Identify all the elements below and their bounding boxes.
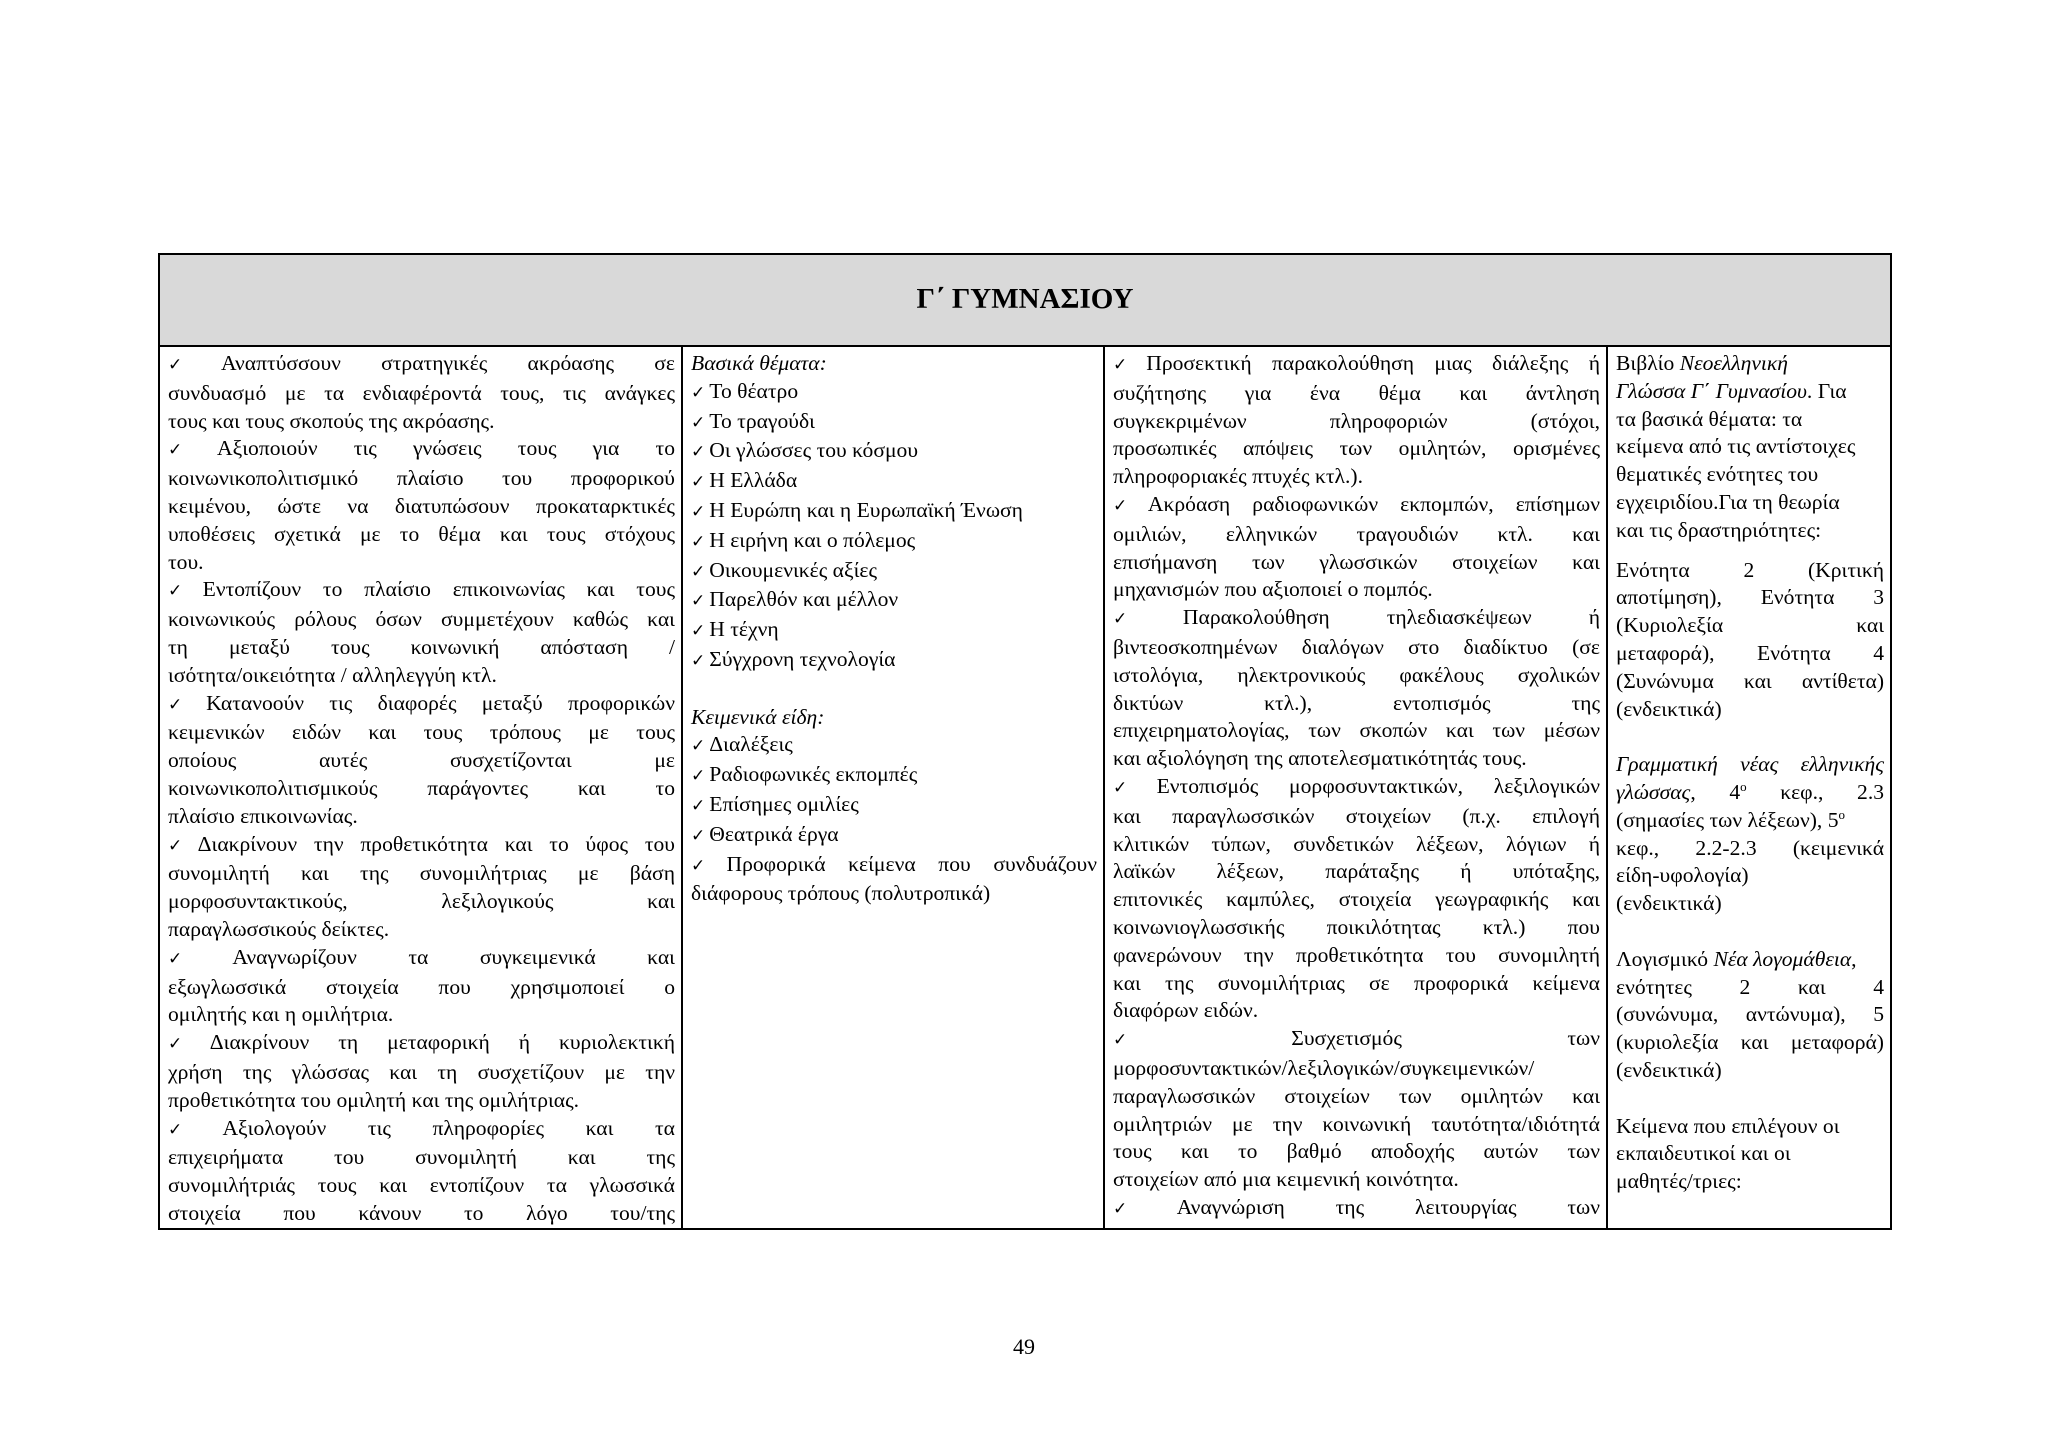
text-line: κειμενικών ειδών και τους τρόπους με τους [168, 720, 675, 745]
material-line: Γραμματική νέας ελληνικής [1616, 752, 1885, 777]
text-line: διαφόρων ειδών. [1113, 998, 1259, 1023]
curriculum-table [158, 253, 1892, 1230]
check-icon: ✓ [1113, 1030, 1288, 1051]
material-line: εγχειριδίου.Για τη θεωρία [1616, 489, 1840, 514]
list-item: ✓ Η τέχνη [691, 617, 779, 642]
text-line: επιχειρηματολογίας, των σκοπών και των μέσων [1113, 718, 1600, 743]
text-line: συγκεκριμένων πληροφοριών (στόχοι, [1113, 408, 1600, 433]
text-line: λαϊκών λέξεων, παράταξης ή υπόταξης, [1113, 859, 1600, 884]
genres-title: Κειμενικά είδη: [691, 704, 825, 729]
text-line: υποθέσεις σχετικά με το θέμα και τους στόχους [168, 521, 675, 546]
list-item: ✓ Η Ευρώπη και η Ευρωπαϊκή Ένωση [691, 497, 1023, 522]
text-line: και παραγλωσσικών στοιχείων (π.χ. επιλογή [1113, 803, 1600, 828]
material-line: (ενδεικτικά) [1616, 1057, 1722, 1082]
column-activities [1104, 346, 1607, 1229]
column-goals [159, 346, 682, 1229]
text-line: ✓ Αναγνώριση της λειτουργίας των [1113, 1194, 1600, 1219]
text-line: οποίους αυτές συσχετίζονται με [168, 748, 675, 773]
material-line: εκπαιδευτικοί και οι [1616, 1141, 1791, 1166]
material-line: θεματικές ενότητες του [1616, 462, 1819, 487]
check-icon: ✓ [691, 795, 706, 816]
text-line: συζήτησης για ένα θέμα και άντληση [1113, 380, 1600, 405]
text-line: ομιλητής και η ομιλήτρια. [168, 1002, 394, 1027]
text-line: μηχανισμών που αξιοποιεί ο πομπός. [1113, 577, 1433, 602]
themes-genres [683, 347, 1103, 908]
text-line: ιστολόγια, ηλεκτρονικούς φακέλους σχολικών [1113, 662, 1600, 687]
material-line: κείμενα από τις αντίστοιχες [1616, 434, 1856, 459]
text-line: κοινωνιογλωσσικής ποικιλότητας κτλ.) που [1113, 914, 1600, 939]
text-line: ✓ Διακρίνουν την προθετικότητα και το ύφος του [168, 831, 675, 856]
check-icon: ✓ [691, 825, 706, 846]
check-icon: ✓ [691, 766, 706, 787]
check-icon: ✓ [691, 382, 706, 403]
check-icon: ✓ [1113, 355, 1143, 375]
text-line: επιτονικές καμπύλες, στοιχεία γεωγραφικής και [1113, 887, 1600, 912]
genres-item-continued: διάφορους τρόπους (πολυτροπικά) [691, 881, 991, 906]
text-line: πληροφοριακές πτυχές κτλ.). [1113, 464, 1363, 489]
text-line: επιχειρήματα του συνομιλητή και της [168, 1145, 675, 1170]
material-line: και τις δραστηριότητες: [1616, 517, 1822, 542]
text-line: κοινωνικοπολιτισμικούς παράγοντες και το [168, 775, 675, 800]
text-line: ✓ Διακρίνουν τη μεταφορική ή κυριολεκτική [168, 1030, 675, 1055]
themes-title: Βασικά θέματα: [691, 351, 827, 375]
list-item: ✓ Οικουμενικές αξίες [691, 557, 878, 582]
material-line: είδη-υφολογία) [1616, 863, 1749, 888]
text-line: ✓ Ακρόαση ραδιοφωνικών εκπομπών, επίσημων [1113, 491, 1600, 516]
check-icon: ✓ [691, 561, 706, 582]
check-icon: ✓ [691, 531, 706, 552]
list-item: ✓ Θεατρικά έργα [691, 821, 839, 846]
table-header [159, 254, 1891, 346]
material-line: (ενδεικτικά) [1616, 891, 1722, 916]
text-line: βιντεοσκοπημένων διαλόγων στο διαδίκτυο (σε [1113, 634, 1600, 659]
check-icon: ✓ [691, 621, 706, 642]
text-line: ομιλητριών με την κοινωνική ταυτότητα/ιδιότητά [1113, 1111, 1600, 1136]
check-icon: ✓ [691, 855, 723, 876]
text-line: μορφοσυντακτικών/λεξιλογικών/συγκειμενικών/ [1113, 1055, 1535, 1080]
check-icon: ✓ [691, 591, 706, 612]
list-item: ✓ Η Ελλάδα [691, 468, 798, 493]
text-line: κλιτικών τύπων, συνδετικών λέξεων, λόγιων ή [1113, 831, 1600, 856]
material-line: (κυριολεξία και μεταφορά) [1616, 1030, 1885, 1055]
check-icon: ✓ [691, 412, 706, 433]
text-line: τους και τους σκοπούς της ακρόασης. [168, 408, 495, 433]
text-line: συνομιλητή και της συνομιλήτριας με βάση [168, 861, 675, 886]
text-line: προθετικότητα του ομιλητή και της ομιλήτριας. [168, 1087, 580, 1112]
material-line: μεταφορά), Ενότητα 4 [1616, 640, 1885, 665]
text-line: ισότητα/οικειότητα / αλληλεγγύη κτλ. [168, 662, 497, 687]
page-number: 49 [1013, 1334, 1035, 1359]
check-icon: ✓ [1113, 1198, 1173, 1219]
check-icon: ✓ [691, 442, 706, 463]
text-line: εξωγλωσσικά στοιχεία που χρησιμοποιεί ο [168, 974, 675, 999]
text-line: φανερώνουν την προθετικότητα του συνομιλητή [1113, 942, 1600, 967]
text-line: του. [168, 549, 204, 574]
text-line: ✓ Προσεκτική παρακολούθηση μιας διάλεξης ή [1113, 351, 1600, 375]
text-line: ομιλιών, ελληνικών τραγουδιών κτλ. και [1113, 521, 1600, 546]
text-line: στοιχεία που κάνουν το λόγο του/της [168, 1200, 675, 1225]
text-line: τη μεταξύ τους κοινωνική απόσταση / [168, 634, 675, 659]
check-icon: ✓ [168, 355, 218, 375]
material-line: τα βασικά θέματα: τα [1616, 406, 1803, 431]
check-icon: ✓ [691, 472, 706, 493]
text-line: ✓ Αξιολογούν τις πληροφορίες και τα [168, 1115, 675, 1140]
check-icon: ✓ [168, 694, 203, 715]
check-icon: ✓ [1113, 495, 1144, 516]
text-line: συνδυασμό με τα ενδιαφέροντά τους, τις ανάγκες [168, 380, 675, 405]
text-line: πλαίσιο επικοινωνίας. [168, 803, 358, 828]
genres-item: ✓ Προφορικά κείμενα που συνδυάζουν [691, 851, 1097, 876]
text-line: τους και το βαθμό αποδοχής αυτών των [1113, 1139, 1600, 1164]
list-item: ✓ Διαλέξεις [691, 732, 793, 757]
check-icon: ✓ [168, 835, 194, 856]
material-line: Λογισμικό Νέα λογομάθεια, [1616, 946, 1857, 971]
text-line: μορφοσυντακτικούς, λεξιλογικούς και [168, 889, 675, 914]
material-line: (Κυριολεξία και [1616, 613, 1885, 638]
material-line: αποτίμηση), Ενότητα 3 [1616, 585, 1885, 610]
text-line: ✓ Κατανοούν τις διαφορές μεταξύ προφορικών [168, 690, 675, 715]
text-line: ✓ Αναπτύσσουν στρατηγικές ακρόασης σε [168, 351, 675, 375]
material-line: ενότητες 2 και 4 [1616, 974, 1885, 999]
material-line: (Συνώνυμα και αντίθετα) [1616, 668, 1885, 693]
text-line: προσωπικές απόψεις των ομιλητών, ορισμένες [1113, 436, 1600, 461]
material-line: (ενδεικτικά) [1616, 696, 1722, 721]
list-item: ✓ Το τραγούδι [691, 408, 815, 433]
list-item: ✓ Ραδιοφωνικές εκπομπές [691, 762, 918, 787]
list-item: ✓ Το θέατρο [691, 378, 799, 403]
list-item: ✓ Επίσημες ομιλίες [691, 791, 859, 816]
text-line: ✓ Αξιοποιούν τις γνώσεις τους για το [168, 436, 675, 461]
check-icon: ✓ [691, 650, 706, 671]
text-line: ✓ Παρακολούθηση τηλεδιασκέψεων ή [1113, 605, 1600, 630]
text-line: στοιχείων από μια κειμενική κοινότητα. [1113, 1167, 1459, 1192]
text-line: επισήμανση των γλωσσικών στοιχείων και [1113, 549, 1600, 574]
text-line: ✓ Εντοπίζουν το πλαίσιο επικοινωνίας και τους [168, 577, 675, 602]
material-line: κεφ., 2.2-2.3 (κειμενικά [1616, 835, 1885, 860]
materials-list [1608, 347, 1890, 1196]
text-line: ✓ Αναγνωρίζουν τα συγκειμενικά και [168, 944, 675, 969]
material-line: Ενότητα 2 (Κριτική [1616, 557, 1885, 582]
list-item: ✓ Οι γλώσσες του κόσμου [691, 438, 919, 463]
text-line: ✓ Εντοπισμός μορφοσυντακτικών, λεξιλογικών [1113, 773, 1600, 798]
text-line: κειμένου, ώστε να διατυπώσουν προκαταρκτικές [168, 493, 675, 518]
check-icon: ✓ [1113, 777, 1153, 798]
text-line: παραγλωσσικών στοιχείων των ομιλητών και [1113, 1083, 1600, 1108]
list-item: ✓ Η ειρήνη και ο πόλεμος [691, 527, 916, 552]
text-line: και αξιολόγηση της αποτελεσματικότητάς τους. [1113, 746, 1527, 771]
text-line: κοινωνικούς ρόλους όσων συμμετέχουν καθώς και [168, 607, 675, 632]
themes-list [691, 378, 1097, 676]
check-icon: ✓ [168, 1119, 219, 1140]
genres-list [691, 731, 1097, 850]
text-line: κοινωνικοπολιτισμικό πλαίσιο του προφορικού [168, 466, 675, 491]
text-line: χρήση της γλώσσας και τη συσχετίζουν με την [168, 1059, 675, 1084]
column-themes [682, 346, 1104, 1229]
material-line: Βιβλίο Νεοελληνική [1616, 351, 1788, 375]
check-icon: ✓ [168, 581, 199, 602]
material-line: μαθητές/τριες: [1616, 1169, 1742, 1194]
text-line: παραγλωσσικούς δείκτες. [168, 916, 390, 941]
material-line: (συνώνυμα, αντώνυμα), 5 [1616, 1002, 1885, 1027]
material-line: Κείμενα που επιλέγουν οι [1616, 1113, 1840, 1138]
check-icon: ✓ [691, 501, 706, 522]
goals-list [160, 347, 681, 1228]
material-line: Γλώσσα Γ΄ Γυμνασίου. Για [1616, 378, 1847, 403]
activities-list [1105, 347, 1606, 1224]
text-line: και της συνομιλήτριας σε προφορικά κείμενα [1113, 970, 1600, 995]
material-line: γλώσσας, $4^o$ κεφ., 2.3 [1616, 778, 1885, 804]
check-icon: ✓ [168, 440, 214, 461]
column-materials [1607, 346, 1891, 1229]
text-line: συνομιλήτριάς τους και εντοπίζουν τα γλωσσικά [168, 1173, 675, 1198]
check-icon: ✓ [168, 1034, 206, 1055]
check-icon: ✓ [691, 736, 706, 757]
list-item: ✓ Σύγχρονη τεχνολογία [691, 646, 896, 671]
text-line: δικτύων κτλ.), εντοπισμός της [1113, 690, 1600, 715]
grade-title: Γ΄ ΓΥΜΝΑΣΙΟΥ [916, 282, 1134, 315]
check-icon: ✓ [168, 948, 229, 969]
material-line: (σημασίες των λέξεων), $5^o$ [1616, 806, 1846, 832]
check-icon: ✓ [1113, 609, 1179, 630]
text-line: ✓ Συσχετισμός των [1113, 1026, 1600, 1051]
list-item: ✓ Παρελθόν και μέλλον [691, 587, 899, 612]
